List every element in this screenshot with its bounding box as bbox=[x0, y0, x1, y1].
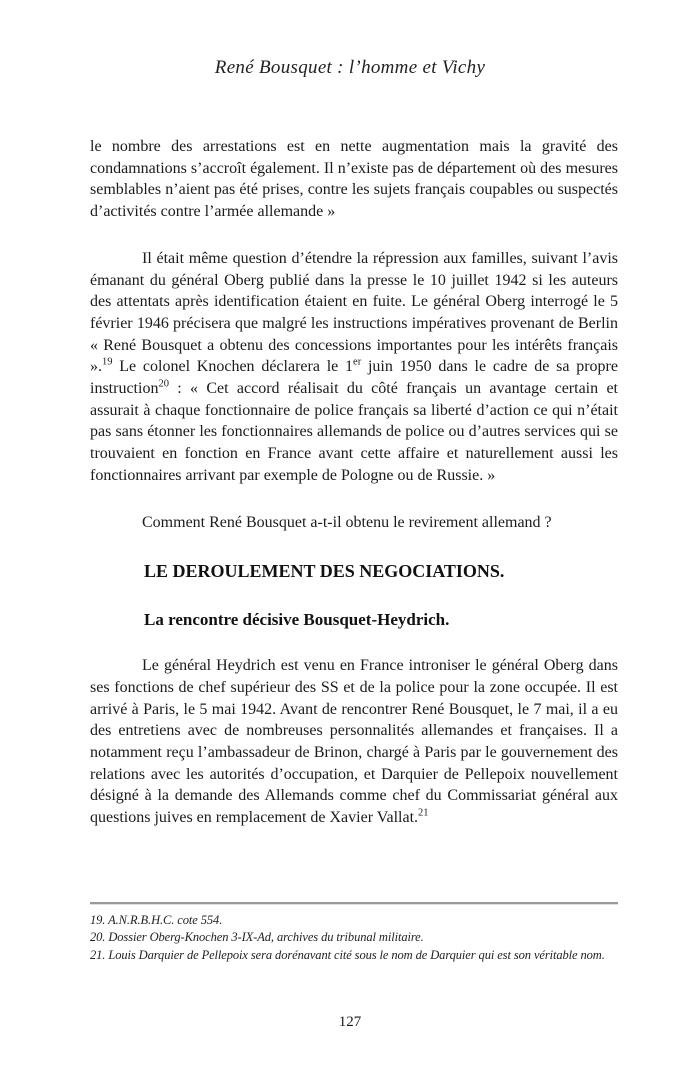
body-content bbox=[90, 136, 618, 829]
footnote: 21. Louis Darquier de Pellepoix sera dorénavant cité sous le nom de Darquier qui est son véritable nom. bbox=[90, 947, 605, 962]
footnote-block bbox=[90, 902, 618, 964]
page-number: 127 bbox=[338, 1014, 362, 1030]
footnote-separator-rule bbox=[90, 902, 618, 905]
footnote-reference: 20 bbox=[158, 378, 169, 390]
text-column bbox=[90, 136, 618, 829]
running-header: René Bousquet : l’homme et Vichy bbox=[214, 57, 486, 78]
paragraph: Comment René Bousquet a-t-il obtenu le revirement allemand ? bbox=[142, 513, 552, 531]
section-heading: LE DEROULEMENT DES NEGOCIATIONS. bbox=[144, 561, 505, 582]
footnote: 20. Dossier Oberg-Knochen 3-IX-Ad, archives du tribunal militaire. bbox=[90, 930, 424, 945]
footnote-reference: 21 bbox=[418, 807, 429, 819]
footnote: 19. A.N.R.B.H.C. cote 554. bbox=[90, 913, 223, 927]
section-subheading: La rencontre décisive Bousquet-Heydrich. bbox=[144, 610, 450, 630]
footnote-reference: 19 bbox=[102, 357, 113, 368]
paragraph: Le général Heydrich est venu en France introniser le général Oberg dans ses fonctions de chef supérieur des SS et de la police pour la zone occupée. Il est arrivé à Paris, le 5 mai 1942. Avant de rencontrer René Bousquet, le 7 mai, il a eu des entretiens avec de nombreuses personnalités allemandes et françaises. Il a notamment reçu l’ambassadeur de Brinon, chargé à Paris par le gouvernement des relations avec les autorités d’occupation, et Darquier de Pellepoix nouvellement désigné à la demande des Allemands comme chef du Commissariat général aux questions juives en remplacement de Xavier Vallat.$^{21}$ bbox=[90, 657, 618, 827]
footnote-reference: er bbox=[353, 357, 362, 368]
paragraph: le nombre des arrestations est en nette augmentation mais la gravité des condamnations s’accroît également. Il n’existe pas de département où des mesures semblables n’aient pas été prises, contre les sujets français coupables ou suspectés d’activités contre l’armée allemande » bbox=[90, 138, 618, 221]
footnotes-list bbox=[90, 912, 618, 964]
paragraph: Il était même question d’étendre la répression aux familles, suivant l’avis émanant du général Oberg publié dans la presse le 10 juillet 1942 si les auteurs des attentats après identification étaient en fuite. Le général Oberg interrogé le 5 février 1946 précisera que malgré les instructions impératives provenant de Berlin « René Bousquet a obtenu des concessions importantes pour les intérêts français ».$^{19}$ Le colonel Knochen déclarera le 1er juin 1950 dans le cadre de sa propre instruction$^{20}$ : « Cet accord réalisait du côté français un avantage certain et assurait à chaque fonctionnaire de police français sa liberté d’action ce qui n’était pas sans étonner les fonctionnaires allemands de police ou d’autres services qui se trouvaient en fonction en France avant cette affaire et naturellement aussi les fonctionnaires arrivant par exemple de Pologne ou de Russie. » bbox=[90, 249, 618, 484]
